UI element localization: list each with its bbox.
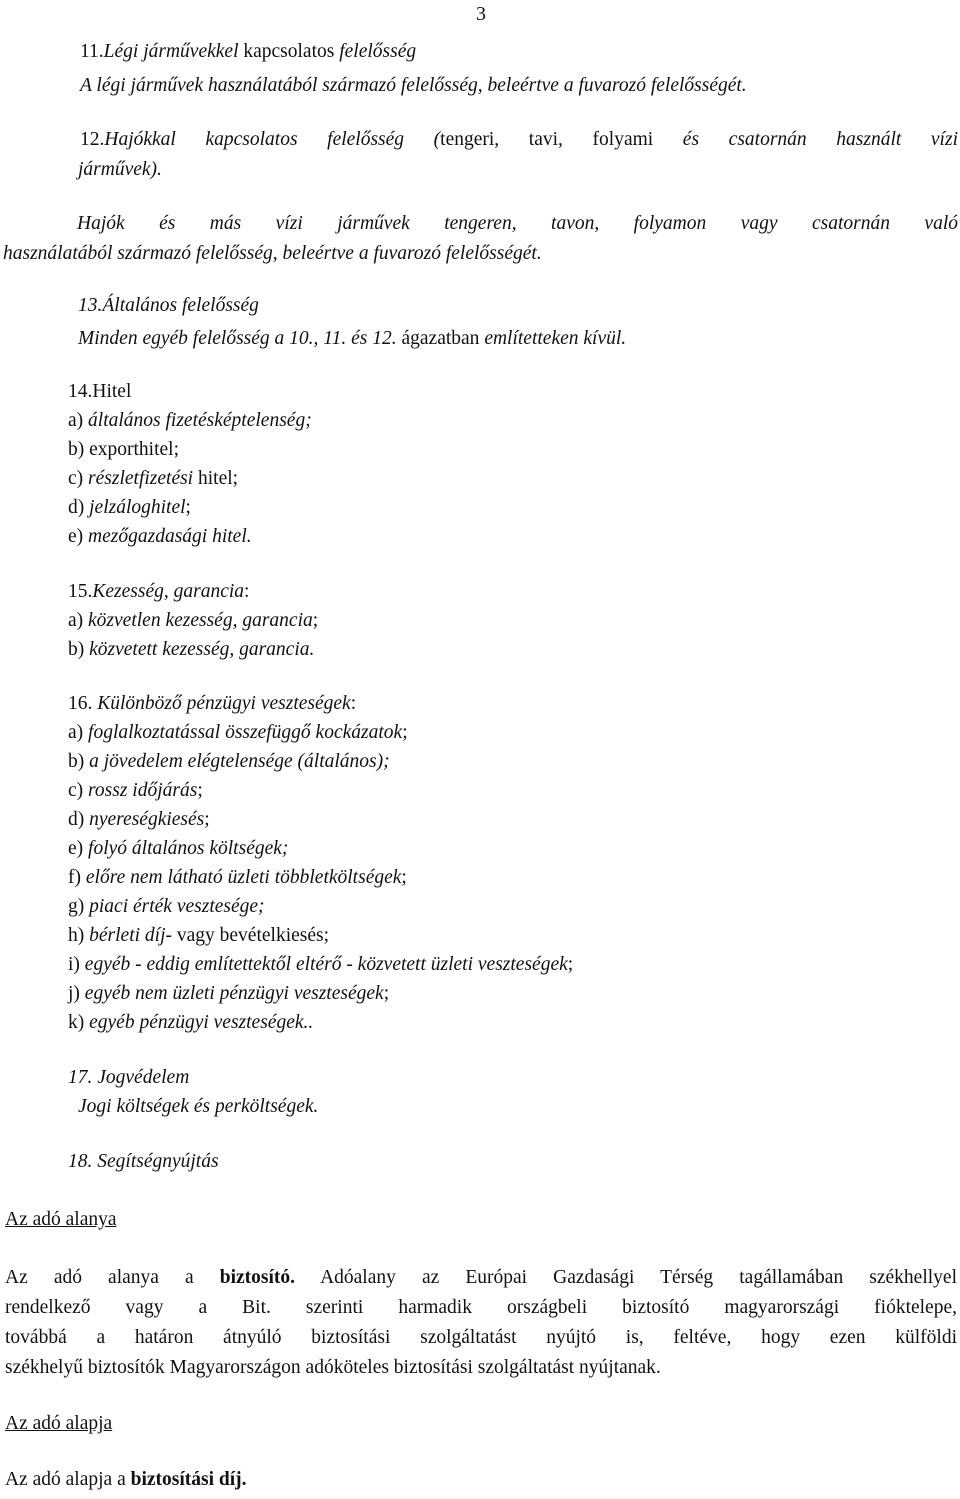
list-item: a) közvetlen kezesség, garancia;: [68, 610, 319, 631]
section-18-title: 18. Segítségnyújtás: [68, 1151, 219, 1172]
list-item: d) nyereségkiesés;: [68, 809, 210, 830]
list-item: g) piaci érték vesztesége;: [68, 896, 265, 917]
list-item: j) egyéb nem üzleti pénzügyi veszteségek;: [68, 983, 390, 1004]
list-item: a) foglalkoztatással összefüggő kockázatok;: [68, 722, 408, 743]
paragraph-line: Az adó alanya a biztosító. Adóalany az Európai Gazdasági Térség tagállamában székhellyel: [5, 1267, 957, 1288]
list-item: i) egyéb - eddig említettektől eltérő - közvetett üzleti veszteségek;: [68, 954, 574, 975]
paragraph-line: rendelkező vagy a Bit. szerinti harmadik országbeli biztosító magyarországi fióktelepe,: [5, 1297, 957, 1318]
section-11-desc: A légi járművek használatából származó felelősség, beleértve a fuvarozó felelősségét.: [80, 75, 747, 96]
section-13-title: 13.Általános felelősség: [78, 295, 259, 316]
section-15-title: 15.Kezesség, garancia:: [68, 581, 250, 602]
paragraph-line: székhelyű biztosítók Magyarországon adóköteles biztosítási szolgáltatást nyújtanak.: [5, 1357, 661, 1378]
list-item: b) közvetett kezesség, garancia.: [68, 639, 315, 660]
section-14-title: 14.Hitel: [68, 381, 132, 402]
list-item: e) folyó általános költségek;: [68, 838, 289, 859]
paragraph-line: Az adó alapja a biztosítási díj.: [5, 1469, 247, 1490]
heading-ado-alanya: Az adó alanya: [5, 1209, 117, 1230]
section-13-desc: Minden egyéb felelősség a 10., 11. és 12. ágazatban említetteken kívül.: [78, 328, 627, 349]
section-16-title: 16. Különböző pénzügyi veszteségek:: [68, 693, 357, 714]
section-17-title: 17. Jogvédelem: [68, 1067, 190, 1088]
list-item: b) exporthitel;: [68, 439, 180, 460]
section-12-desc-line1: Hajók és más vízi járművek tengeren, tavon, folyamon vagy csatornán való: [77, 213, 958, 234]
list-item: a) általános fizetésképtelenség;: [68, 410, 312, 431]
list-item: c) rossz időjárás;: [68, 780, 203, 801]
page-number: 3: [476, 3, 486, 25]
section-11-title: 11.Légi járművekkel kapcsolatos felelősség: [80, 41, 417, 62]
list-item: d) jelzáloghitel;: [68, 497, 191, 518]
list-item: b) a jövedelem elégtelensége (általános);: [68, 751, 390, 772]
section-12-desc-line2: használatából származó felelősség, beleértve a fuvarozó felelősségét.: [3, 243, 542, 264]
list-item: k) egyéb pénzügyi veszteségek..: [68, 1012, 314, 1033]
section-12-title: 12.Hajókkal kapcsolatos felelősség (tengeri, tavi, folyami és csatornán használt vízi: [80, 129, 958, 150]
list-item: f) előre nem látható üzleti többletköltségek;: [68, 867, 407, 888]
list-item: c) részletfizetési hitel;: [68, 468, 239, 489]
list-item: e) mezőgazdasági hitel.: [68, 526, 252, 547]
section-12-title-cont: járművek).: [78, 159, 162, 180]
list-item: h) bérleti díj- vagy bevételkiesés;: [68, 925, 330, 946]
heading-ado-alapja: Az adó alapja: [5, 1413, 113, 1434]
section-17-desc: Jogi költségek és perköltségek.: [78, 1096, 319, 1117]
paragraph-line: továbbá a határon átnyúló biztosítási szolgáltatást nyújtó is, feltéve, hogy ezen külföldi: [5, 1327, 957, 1348]
